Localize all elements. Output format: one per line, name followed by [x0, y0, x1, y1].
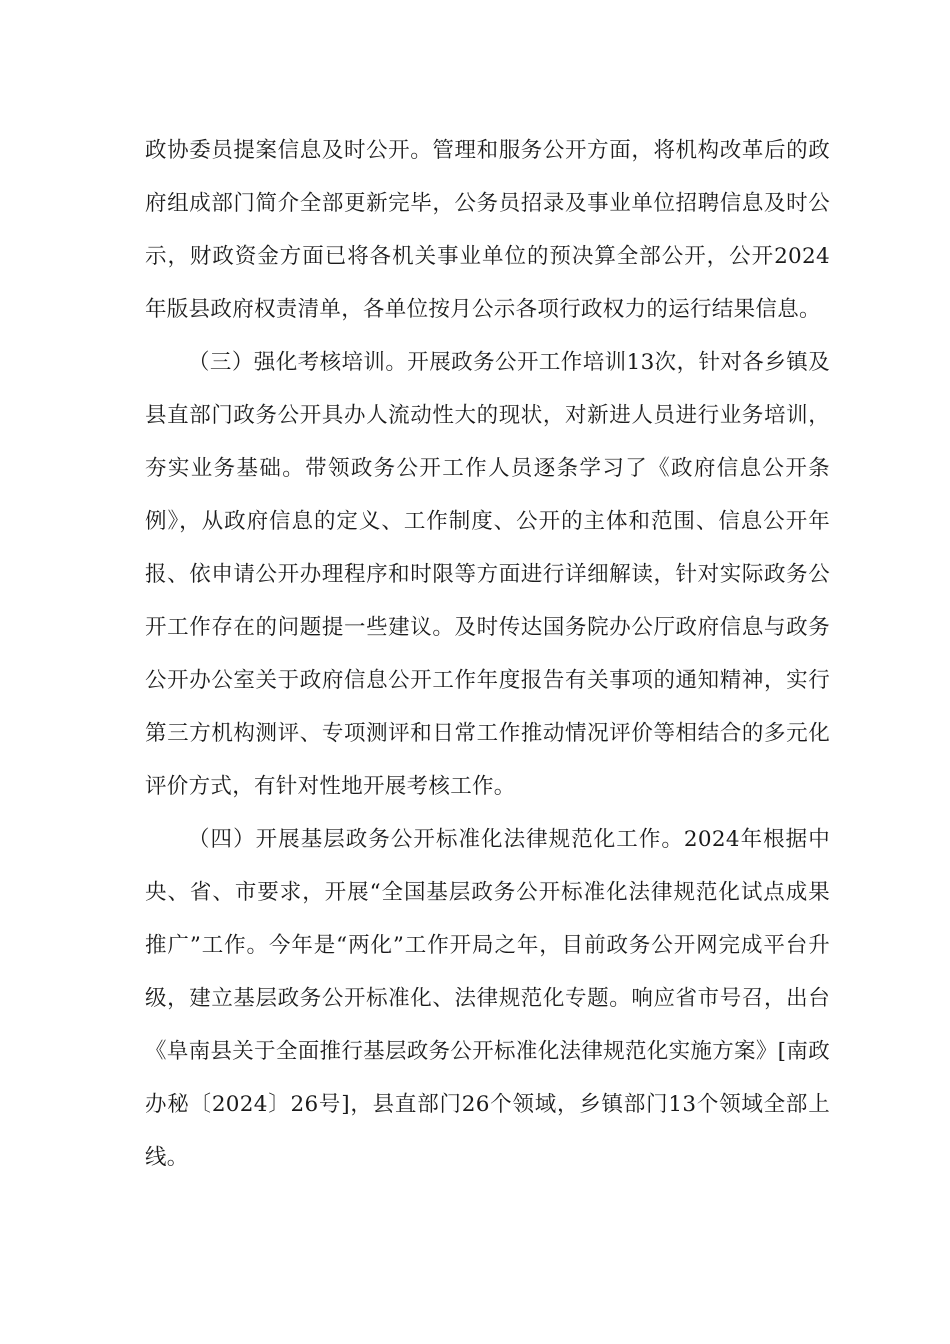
- paragraph-continuation: 政协委员提案信息及时公开。管理和服务公开方面，将机构改革后的政府组成部门简介全部更新完毕，公务员招录及事业单位招聘信息及时公示，财政资金方面已将各机关事业单位的预决算全部公开，公开2024年版县政府权责清单，各单位按月公示各项行政权力的运行结果信息。: [145, 138, 830, 322]
- paragraph-training: （三）强化考核培训。开展政务公开工作培训13次，针对各乡镇及县直部门政务公开具办人流动性大的现状，对新进人员进行业务培训，夯实业务基础。带领政务公开工作人员逐条学习了《政府信息公开条例》，从政府信息的定义、工作制度、公开的主体和范围、信息公开年报、依申请公开办理程序和时限等方面进行详细解读，针对实际政务公开工作存在的问题提一些建议。及时传达国务院办公厅政府信息与政务公开办公室关于政府信息公开工作年度报告有关事项的通知精神，实行第三方机构测评、专项测评和日常工作推动情况评价等相结合的多元化评价方式，有针对性地开展考核工作。: [145, 350, 830, 799]
- document-body: [145, 124, 830, 1184]
- paragraph-standardization: （四）开展基层政务公开标准化法律规范化工作。2024年根据中央、省、市要求，开展“全国基层政务公开标准化法律规范化试点成果推广”工作。今年是“两化”工作开局之年，目前政务公开网完成平台升级，建立基层政务公开标准化、法律规范化专题。响应省市号召，出台《阜南县关于全面推行基层政务公开标准化法律规范化实施方案》[南政办秘〔2024〕26号]，县直部门26个领域，乡镇部门13个领域全部上线。: [145, 827, 830, 1170]
